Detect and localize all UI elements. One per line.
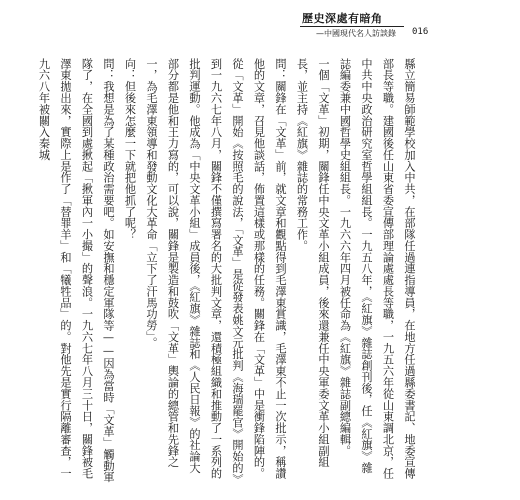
- book-subtitle: —中國現代名人訪談錄: [316, 29, 396, 38]
- paragraph: 問：我想是為了某種政治需要吧。如安撫和穩定軍隊等——因為當時「文革」觸動軍隊了，在全國到處揪起「揪軍內一小撮」的聲浪。一九六七年八月三十日，關鋒被毛澤東拋出來，實際上是作了「替罪羊」和「犧牲品」的。對他先是實行隔離審查，一九六八年被關入秦城: [37, 58, 115, 483]
- paragraph: 一個「文革」初期，關鋒任中央文革小組成員，後來還兼任中央軍委文革小組副組長，並主持《紅旗》雜誌的常務工作。: [295, 58, 330, 468]
- book-title: 歷史深處有暗角: [302, 12, 383, 25]
- header-divider: [300, 26, 404, 27]
- page-body: [37, 58, 420, 483]
- page-number: 016: [412, 27, 429, 37]
- paragraph: 問：關鋒在「文革」前，就文章和觀點得到毛澤東賞識，毛澤東不止一次批示，稱讚他的文章，召見他談話，佈置這樣或那樣的任務。關鋒在「文革」中是衝鋒陷陣的。從「文革」開始《按照毛的說法，「文革」是從發表姚文元批判《海瑞罷官》開始的》到一九六七年八月，關鋒不僅撰寫署名的大批判文章，還積極組織和推動了一系列的批判運動。他成為「中央文革小組」成員後，《紅旗》雜誌和《人民日報》的社論大部分都是他和王力寫的，可以說，關鋒是製造和鼓吹「文革」輿論的總管和先鋒之一，為毛澤東領導和發動文化大革命「立下了汗馬功勞」。: [145, 58, 287, 480]
- running-header: [0, 0, 520, 44]
- paragraph: 向：但後來怎麼一下就把他抓了呢？: [123, 58, 137, 241]
- paragraph: 縣立簡易師範學校加入中共，在部隊任過連指導員，在地方任過縣委書記、地委宣傳部長等職。建國後任山東省委宣傳部理論處處長等職，一九五六年從山東調北京，任中共中央政治研究室哲學組組長。一九五八年，《紅旗》雜誌創刊後，任《紅旗》雜誌編委兼中國哲學史組組長。一九六六年四月被任命為《紅旗》雜誌副總編輯。: [338, 58, 416, 480]
